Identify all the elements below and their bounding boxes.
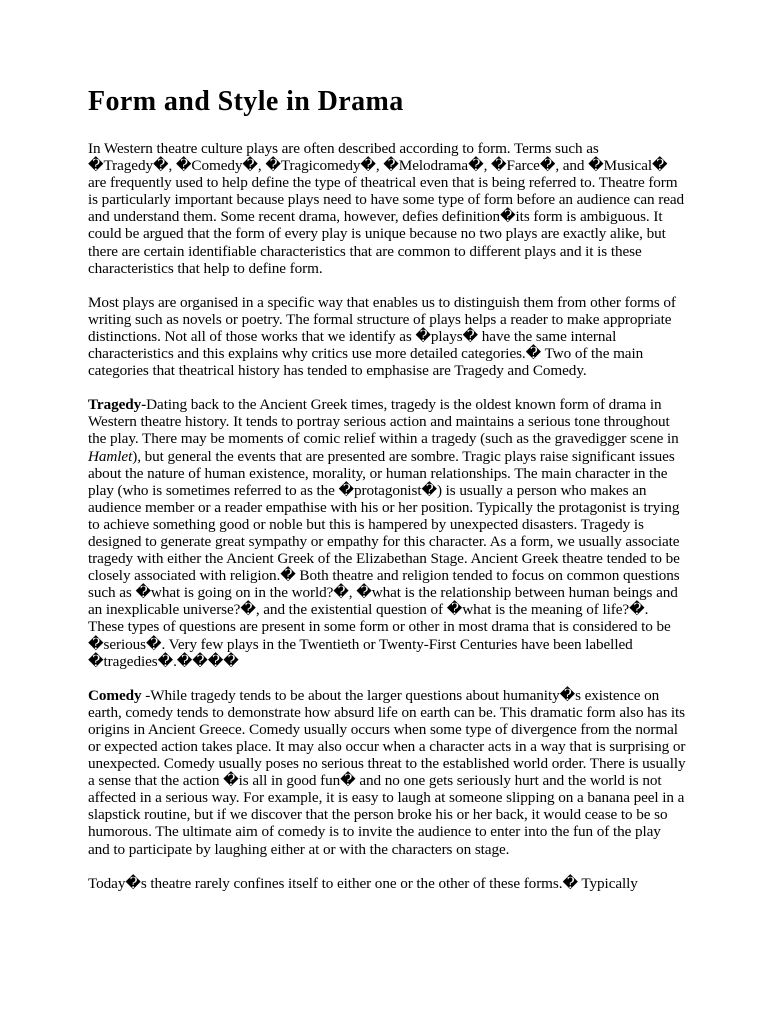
paragraph-comedy xyxy=(88,687,686,858)
paragraph-today-text: Today�s theatre rarely confines itself to either one or the other of these forms.� Typically xyxy=(88,874,638,892)
paragraph-intro xyxy=(88,140,686,277)
tragedy-text-after: ), but general the events that are presented are sombre. Tragic plays raise significant issues about the nature of human existence, morality, or human relationships. The main character in the play (who is sometimes referred to as the �protagonist�) is usually a person who makes an audience member or a reader empathise with his or her position. Typically the protagonist is trying to achieve something good or noble but this is hampered by unexpected disasters. Tragedy is designed to generate great sympathy or empathy for this character. As a form, we usually associate tragedy with either the Ancient Greek of the Elizabethan Stage. Ancient Greek theatre tended to be closely associated with religion.� Both theatre and religion tended to focus on common questions such as �what is going on in the world?�, �what is the relationship between human beings and an inexplicable universe?�, and the existential question of �what is the meaning of life?�. These types of questions are present in some form or other in most drama that is considered to be �serious�. Very few plays in the Twentieth or Twenty-First Centuries have been labelled �tragedies�.���� xyxy=(88,447,680,670)
document-page xyxy=(88,82,686,909)
paragraph-tragedy xyxy=(88,396,686,670)
paragraph-today xyxy=(88,875,686,892)
comedy-term: Comedy xyxy=(88,686,142,704)
comedy-text: -While tragedy tends to be about the larger questions about humanity�s existence on earth, comedy tends to demonstrate how absurd life on earth can be. This dramatic form also has its origins in Ancient Greece. Comedy usually occurs when some type of divergence from the normal or expected action takes place. It may also occur when a character acts in a way that is surprising or unexpected. Comedy usually poses no serious threat to the established world order. There is usually a sense that the action �is all in good fun� and no one gets seriously hurt and the world is not affected in a serious way. For example, it is easy to laugh at someone slipping on a banana peel in a slapstick routine, but if we discover that the person broke his or her back, it would cease to be so humorous. The ultimate aim of comedy is to invite the audience to enter into the fun of the play and to participate by laughing either at or with the characters on stage. xyxy=(88,686,686,858)
paragraph-structure xyxy=(88,294,686,379)
paragraph-intro-text: In Western theatre culture plays are often described according to form. Terms such as �Tragedy�, �Comedy�, �Tragicomedy�, �Melodrama�, �Farce�, and �Musical� are frequently used to help define the type of theatrical even that is being referred to. Theatre form is particularly important because plays need to have some type of form before an audience can read and understand them. Some recent drama, however, defies definition�its form is ambiguous. It could be argued that the form of every play is unique because no two plays are exactly alike, but there are certain identifiable characteristics that are common to different plays and it is these characteristics that help to define form. xyxy=(88,140,685,277)
tragedy-term: Tragedy- xyxy=(88,396,147,414)
paragraph-structure-text: Most plays are organised in a specific way that enables us to distinguish them from other forms of writing such as novels or poetry. The formal structure of plays helps a reader to make appropriate distinctions. Not all of those works that we identify as �plays� have the same internal characteristics and this explains why critics use more detailed categories.� Two of the main categories that theatrical history has tended to emphasise are Tragedy and Comedy. xyxy=(88,293,676,380)
document-title: Form and Style in Drama xyxy=(88,86,404,117)
tragedy-text-before: Dating back to the Ancient Greek times, tragedy is the oldest known form of drama in Western theatre history. It tends to portray serious action and maintains a serious tone throughout the play. There may be moments of comic relief within a tragedy (such as the gravedigger scene in xyxy=(88,396,679,448)
hamlet-title: Hamlet xyxy=(88,447,133,465)
